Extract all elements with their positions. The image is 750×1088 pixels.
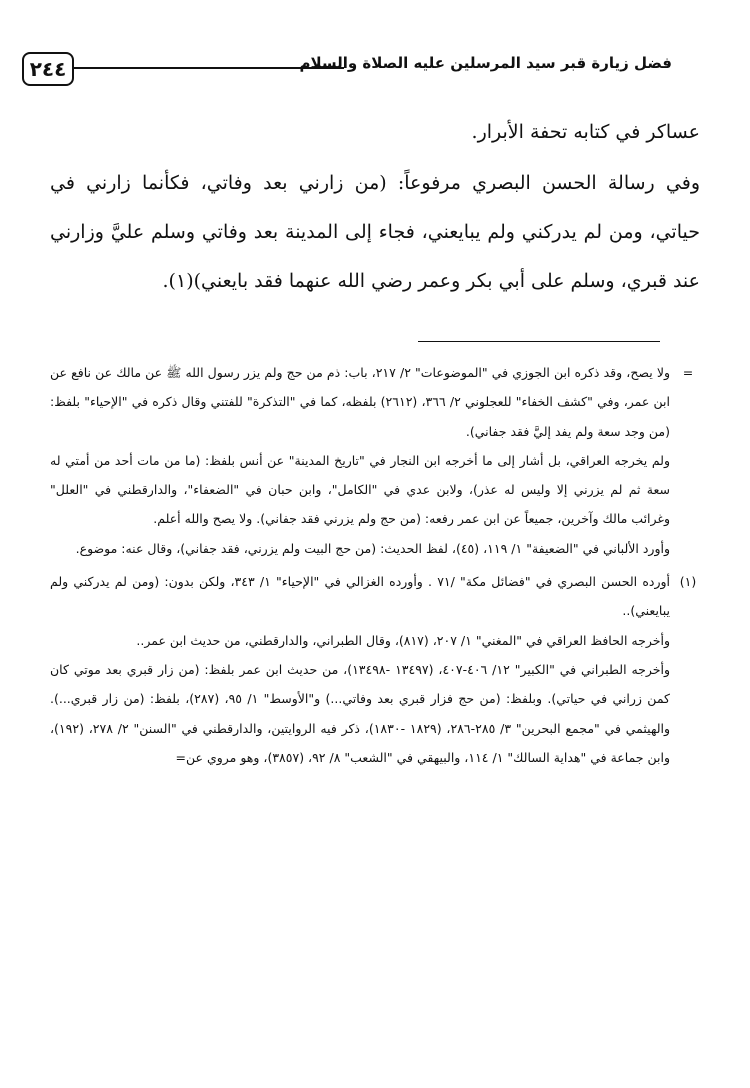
paragraph: وفي رسالة الحسن البصري مرفوعاً: (من زارني بعد وفاتي، فكأنما زارني في حياتي، ومن لم يدركني ولم يبايعني، فجاء إلى المدينة بعد وفاتي وسلم عليَّ وزارني عند قبري، وسلم على أبي بكر وعمر رضي الله عنهما فقد بايعني)(١). <box>50 172 700 292</box>
footnotes <box>50 358 700 772</box>
footnote-continued <box>50 358 700 563</box>
footnote-paragraph: أورده الحسن البصري في "فضائل مكة" /٧١ . وأورده الغزالي في "الإحياء" ١/ ٣٤٣، ولكن بدون: (ومن لم يدركني ولم يبايعني).. <box>50 574 670 619</box>
footnote-1 <box>50 567 700 772</box>
footnote-paragraph: وأخرجه الحافظ العراقي في "المغني" ١/ ٢٠٧، (٨١٧)، وقال الطبراني، والدارقطني، من حديث ابن عمر.. <box>136 632 670 648</box>
page-number-box <box>22 52 74 86</box>
running-title: فضل زيارة قبر سيد المرسلين عليه الصلاة والسلام <box>299 54 672 72</box>
footnote-marker: = <box>682 365 694 380</box>
page-number: ٢٤٤ <box>29 57 67 81</box>
footnote-paragraph: ولا يصح، وقد ذكره ابن الجوزي في "الموضوعات" ٢/ ٢١٧، باب: ذم من حج ولم يزر رسول الله ﷺ عن مالك عن نافع عن ابن عمر، وفي "كشف الخفاء" للعجلوني ٢/ ٣٦٦، (٢٦١٢) بلفظه، كما في "التذكرة" للفتني وقال ذكره في "الإحياء" بلفظ: (من وجد سعة ولم يفد إليَّ فقد جفاني). <box>50 365 671 439</box>
footnote-paragraph: وأخرجه الطبراني في "الكبير" ١٢/ ٤٠٦-٤٠٧، (١٣٤٩٧ -١٣٤٩٨)، من حديث ابن عمر بلفظ: (من زار قبري بعد موتي كان كمن زراني في حياتي). وبلفظ: (من حج فزار قبري بعد وفاتي...) و"الأوسط" ١/ ٩٥، (٢٨٧)، بلفظ: (من زار قبري...). والهيثمي في "مجمع البحرين" ٣/ ٢٨٥-٢٨٦، (١٨٢٩ -١٨٣٠)، ذكر فيه الروايتين، والدارقطني في "السنن" ٢/ ٢٧٨، (١٩٢)، وابن جماعة في "هداية السالك" ١/ ١١٤، والبيهقي في "الشعب" ٨/ ٩٢، (٣٨٥٧)، وهو مروي عن= <box>50 661 671 765</box>
page-header <box>22 52 672 88</box>
main-text <box>50 108 700 306</box>
footnote-separator <box>418 341 660 342</box>
footnote-marker: (١) <box>679 574 697 590</box>
footnote-paragraph: ولم يخرجه العراقي، بل أشار إلى ما أخرجه ابن النجار في "تاريخ المدينة" عن أنس بلفظ: (ما من مات أحد من أمتي له سعة ثم لم يزرني إلا وليس له عذر)، ولابن عدي في "الكامل"، وابن حبان في "الضعفاء"، والدارقطني في "العلل" وغرائب مالك وآخرين، جميعاً عن ابن عمر رفعه: (من حج ولم يزرني فقد جفاني). ولا يصح والله أعلم. <box>50 452 670 527</box>
paragraph: عساكر في كتابه تحفة الأبرار. <box>471 121 700 143</box>
footnote-paragraph: وأورد الألباني في "الضعيفة" ١/ ١١٩، (٤٥)، لفظ الحديث: (من حج البيت ولم يزرني، فقد جفاني)، وقال عنه: موضوع. <box>75 540 670 556</box>
